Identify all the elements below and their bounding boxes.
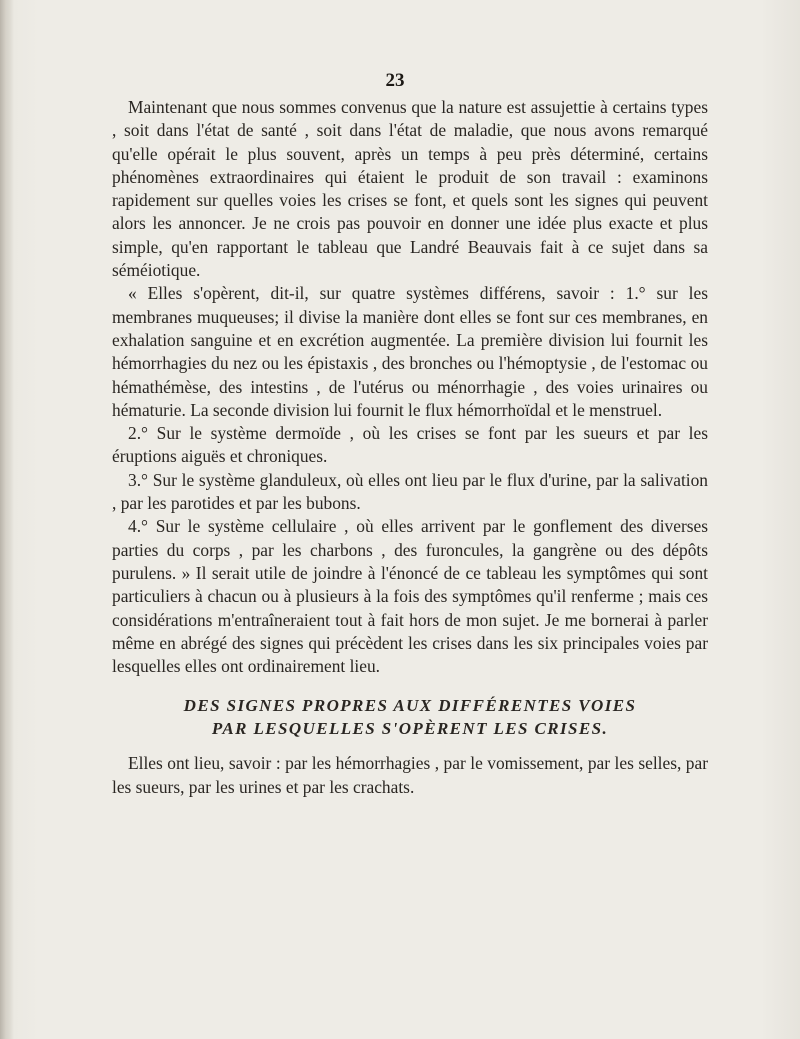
section-heading-line-2: PAR LESQUELLES S'OPÈRENT LES CRISES. [211, 719, 609, 739]
paragraph: 3.° Sur le système glanduleux, où elles ont lieu par le flux d'urine, par la salivation , par les parotides et par les bubons. [112, 469, 708, 514]
paragraph: Elles ont lieu, savoir : par les hémorrhagies , par le vomissement, par les selles, par les sueurs, par les urines et par les crachats. [112, 753, 708, 797]
section-heading-line-1: DES SIGNES PROPRES AUX DIFFÉRENTES VOIES [183, 696, 637, 716]
paragraph: 2.° Sur le système dermoïde , où les crises se font par les sueurs et par les éruptions aiguës et chroniques. [112, 423, 708, 467]
paragraph: « Elles s'opèrent, dit-il, sur quatre systèmes différens, savoir : 1.° sur les membranes muqueuses; il divise la manière dont elles se font sur ces membranes, en exhalation sanguine et en excrétion augmentée. La première division lui fournit les hémorrhagies du nez ou les épistaxis , des bronches ou l'hémoptysie , de l'estomac ou hémathémèse, des intestins , de l'utérus ou ménorrhagie , des voies urinaires ou hématurie. La seconde division lui fournit le flux hémorrhoïdal et le menstruel. [112, 283, 708, 420]
binding-shadow [0, 0, 14, 1039]
paragraph: 4.° Sur le système cellulaire , où elles arrivent par le gonflement des diverses parties du corps , par les charbons , des furoncules, la gangrène ou des dépôts purulens. » Il serait utile de joindre à l'énoncé de ce tableau les symptômes qui sont particuliers à chacun ou à plusieurs à la fois des symptômes qu'il renferme ; mais ces considérations m'entraîneraient tout à fait hors de mon sujet. Je me bornerai à parler même en abrégé des signes qui précèdent les crises dans les six principales voies par lesquelles elles ont ordinairement lieu. [112, 516, 708, 677]
section-heading [112, 694, 708, 740]
paragraph: Maintenant que nous sommes convenus que la nature est assujettie à certains types , soit dans l'état de santé , soit dans l'état de maladie, que nous avons remarqué qu'elle opérait le plus souvent, après un temps à peu près déterminé, certains phénomènes extraordinaires qui étaient le produit de son travail : examinons rapidement sur quelles voies les crises se font, et quels sont les signes qui peuvent alors les annoncer. Je ne crois pas pouvoir en donner une idée plus exacte et plus simple, qu'en rapportant le tableau que Landré Beauvais fait à ce sujet dans sa séméiotique. [112, 97, 708, 281]
page-number: 23 [385, 70, 405, 91]
body-text [112, 96, 708, 799]
